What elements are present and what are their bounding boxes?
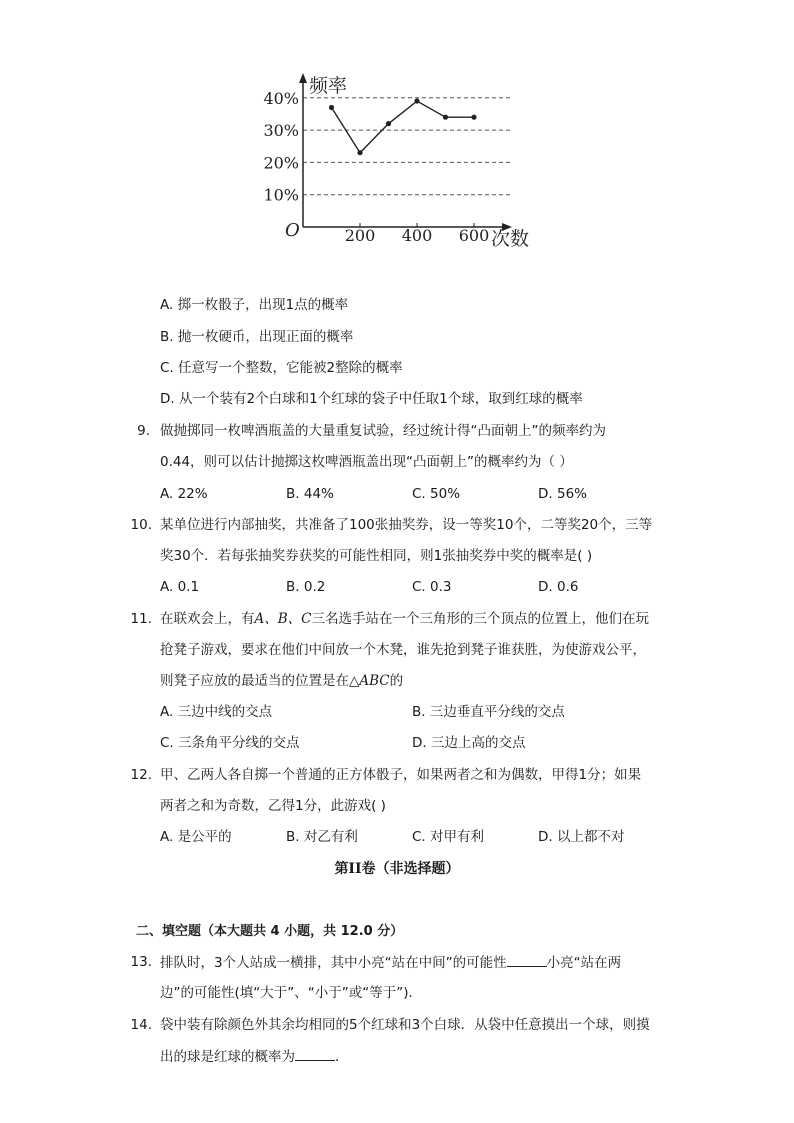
q10-number: 10. [130,517,152,533]
data-point [329,105,334,110]
q11-text-line2: 抢凳子游戏，要求在他们中间放一个木凳，谁先抢到凳子谁获胜，为使游戏公平， [160,642,646,658]
q9-text-line1: 做抛掷同一枚啤酒瓶盖的大量重复试验，经过统计得“凸面朝上”的频率约为 [160,423,606,439]
q10-option-a[interactable]: A. 0.1 [160,579,200,595]
y-tick-label: 30% [263,121,299,141]
q10-option-c[interactable]: C. 0.3 [412,579,452,595]
y-axis-arrow [299,73,307,83]
x-axis-label: 次数 [491,228,530,250]
q10-option-b[interactable]: B. 0.2 [286,579,326,595]
section-ii-title: 第II卷（非选择题） [334,861,460,877]
data-point [471,115,476,120]
q9-option-d[interactable]: D. 56% [538,486,587,502]
q14-answer-blank[interactable] [295,1047,335,1061]
q12-option-a[interactable]: A. 是公平的 [160,829,232,845]
x-tick-label: 200 [344,226,376,245]
q11-option-c[interactable]: C. 三条角平分线的交点 [160,735,300,751]
q13-number: 13. [130,954,152,970]
q12-number: 12. [130,767,152,783]
q14-number: 14. [130,1017,152,1033]
fill-in-section-heading: 二、填空题（本大题共 4 小题，共 12.0 分） [136,924,404,939]
q10-option-d[interactable]: D. 0.6 [538,579,579,595]
q10-text-line2: 奖30个．若每张抽奖券获奖的可能性相同，则1张抽奖券中奖的概率是( ) [160,548,593,564]
q10-text-line1: 某单位进行内部抽奖，共准备了100张抽奖券，设一等奖10个，二等奖20个，三等 [160,517,653,533]
q11-text-line3: 则凳子应放的最适当的位置是在△ABC的 [160,673,404,689]
y-tick-label: 20% [263,153,299,173]
q12-text-line1: 甲、乙两人各自掷一个普通的正方体骰子，如果两者之和为偶数，甲得1分；如果 [160,767,642,783]
origin-label: O [285,220,300,241]
q11-option-d[interactable]: D. 三边上高的交点 [412,735,526,751]
q11-option-b[interactable]: B. 三边垂直平分线的交点 [412,704,565,720]
y-axis-label: 频率 [309,75,348,97]
data-point [414,98,419,103]
x-tick-label: 600 [458,226,490,245]
q8-option-b[interactable]: B. 抛一枚硬币，出现正面的概率 [160,329,354,345]
q9-text-line2: 0.44，则可以估计抛掷这枚啤酒瓶盖出现“凸面朝上”的概率约为（ ） [160,454,573,470]
q11-text-line1: 在联欢会上，有A、B、C三名选手站在一个三角形的三个顶点的位置上，他们在玩 [160,611,649,627]
data-point [386,121,391,126]
q13-answer-blank[interactable] [507,953,547,967]
x-tick-label: 400 [401,226,433,245]
q13-text-line2: 边”的可能性(填“大于”、“小于”或“等于”)． [160,985,422,1001]
q12-option-b[interactable]: B. 对乙有利 [286,829,358,845]
q8-option-d[interactable]: D. 从一个装有2个白球和1个红球的袋子中任取1个球，取到红球的概率 [160,391,583,407]
q13-text-line1: 排队时，3个人站成一横排，其中小亮“站在中间”的可能性 小亮“站在两 [160,955,622,971]
q12-option-d[interactable]: D. 以上都不对 [538,829,625,845]
frequency-chart [0,0,794,260]
q11-number: 11. [130,611,152,627]
data-point [357,150,362,155]
q9-option-c[interactable]: C. 50% [412,486,461,502]
frequency-line [332,101,475,153]
q9-option-a[interactable]: A. 22% [160,486,208,502]
q12-option-c[interactable]: C. 对甲有利 [412,829,485,845]
q11-option-a[interactable]: A. 三边中线的交点 [160,704,273,720]
y-tick-label: 10% [263,185,299,205]
q14-text-line2: 出的球是红球的概率为 ． [160,1049,349,1065]
chart-series [329,98,477,155]
q12-text-line2: 两者之和为奇数，乙得1分，此游戏( ) [160,798,386,814]
q9-option-b[interactable]: B. 44% [286,486,334,502]
q9-number: 9. [137,423,150,439]
y-tick-label: 40% [263,88,299,108]
q14-text-line1: 袋中装有除颜色外其余均相同的5个红球和3个白球．从袋中任意摸出一个球，则摸 [160,1017,650,1033]
data-point [443,115,448,120]
q8-option-a[interactable]: A. 掷一枚骰子，出现1点的概率 [160,297,349,313]
q8-option-c[interactable]: C. 任意写一个整数，它能被2整除的概率 [160,360,403,376]
